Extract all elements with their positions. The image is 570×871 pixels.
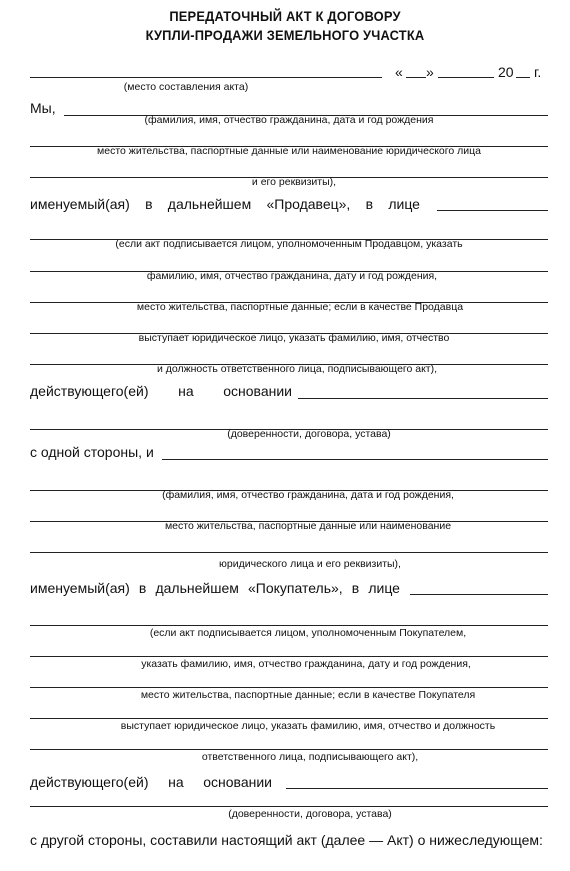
buyer-caption-3: юридического лица и его реквизиты), — [219, 558, 401, 570]
buyer-caption-4: (если акт подписывается лицом, уполномоченным Покупателем, — [149, 627, 467, 639]
month-field[interactable] — [438, 77, 494, 78]
buyer-caption-5: указать фамилию, имя, отчество гражданина, дату и год рождения, — [141, 658, 471, 670]
seller-caption-8: и должность ответственного лица, подписывающего акт), — [156, 363, 438, 375]
buyer-caption-9: (доверенности, договора, устава) — [228, 808, 392, 820]
seller-caption-6: место жительства, паспортные данные; если в качестве Продавца — [136, 301, 464, 313]
seller-caption-2: место жительства, паспортные данные или наименование юридического лица — [97, 145, 481, 157]
document-title-line1: ПЕРЕДАТОЧНЫЙ АКТ К ДОГОВОРУ — [169, 8, 401, 24]
seller-caption-7: выступает юридическое лицо, указать фамилию, имя, отчество — [138, 332, 450, 344]
seller-caption-5: фамилию, имя, отчество гражданина, дату и год рождения, — [146, 270, 438, 282]
buyer-acting-row: действующего(ей) на основании — [30, 774, 272, 790]
other-side-label: с другой стороны, составили настоящий акт (далее — Акт) о нижеследующем: — [30, 832, 543, 848]
day-field[interactable] — [406, 77, 426, 78]
place-caption: (место составления акта) — [123, 81, 249, 93]
buyer-named-row: именуемый(ая) в дальнейшем «Покупатель», в лице — [30, 580, 400, 596]
seller-caption-1: (фамилия, имя, отчество гражданина, дата и год рождения — [144, 114, 434, 126]
date-quote-close: » — [426, 64, 434, 80]
buyer-line-10[interactable] — [30, 749, 548, 750]
one-side-label: с одной стороны, и — [30, 444, 154, 460]
year-suffix: г. — [534, 64, 542, 80]
buyer-caption-6: место жительства, паспортные данные; если в качестве Покупателя — [140, 689, 476, 701]
seller-caption-9: (доверенности, договора, устава) — [227, 428, 391, 440]
buyer-caption-1: (фамилия, имя, отчество гражданина, дата и год рождения, — [162, 489, 454, 501]
buyer-name-field[interactable] — [162, 459, 548, 460]
place-field[interactable] — [30, 77, 382, 78]
seller-representative-field[interactable] — [437, 210, 548, 211]
seller-basis-field[interactable] — [298, 398, 548, 399]
we-label: Мы, — [30, 100, 56, 116]
buyer-line-6[interactable] — [30, 625, 548, 626]
seller-caption-3: и его реквизиты), — [251, 176, 337, 188]
seller-caption-4: (если акт подписывается лицом, уполномоченным Продавцом, указать — [115, 238, 463, 250]
buyer-caption-2: место жительства, паспортные данные или наименование — [164, 520, 452, 532]
seller-named-row: именуемый(ая) в дальнейшем «Продавец», в лице — [30, 196, 420, 212]
buyer-line-12[interactable] — [30, 806, 548, 807]
buyer-line-9[interactable] — [30, 718, 548, 719]
year-prefix: 20 — [498, 64, 514, 80]
buyer-caption-8: ответственного лица, подписывающего акт), — [201, 751, 419, 763]
date-quote-open: « — [395, 64, 403, 80]
buyer-basis-field[interactable] — [286, 788, 548, 789]
buyer-line-4[interactable] — [30, 552, 548, 553]
document-title-line2: КУПЛИ-ПРОДАЖИ ЗЕМЕЛЬНОГО УЧАСТКА — [145, 27, 425, 43]
buyer-line-8[interactable] — [30, 687, 548, 688]
buyer-caption-7: выступает юридическое лицо, указать фамилию, имя, отчество и должность — [120, 720, 496, 732]
year-field[interactable] — [516, 77, 530, 78]
buyer-line-7[interactable] — [30, 656, 548, 657]
buyer-representative-field[interactable] — [410, 594, 548, 595]
seller-acting-row: действующего(ей) на основании — [30, 383, 292, 399]
